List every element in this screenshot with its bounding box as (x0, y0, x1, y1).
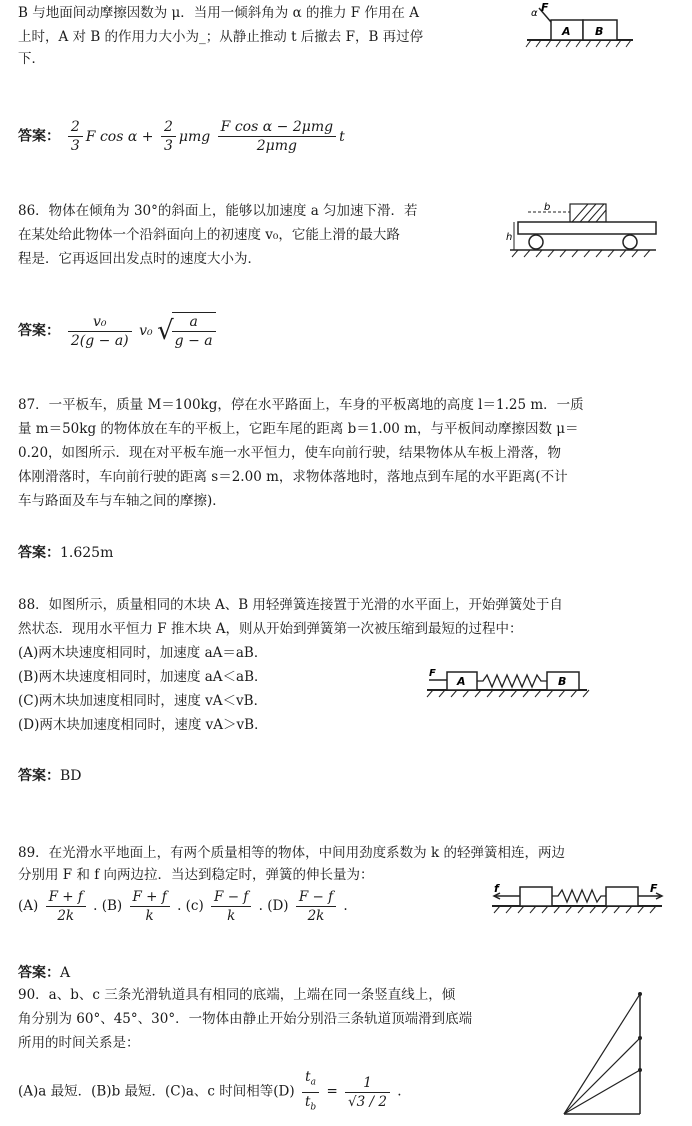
p86-diagram (508, 200, 658, 262)
fraction: $\frac{\text{v₀}}{2(g - a)}$ (68, 313, 132, 350)
answer-term: v₀ (139, 323, 153, 339)
p85-diagram (525, 2, 635, 50)
p88-option-B: (B)两木块速度相同时，加速度 aA＜aB． (18, 669, 268, 685)
option-C-fraction: $\frac{F - f}{k}$ (211, 888, 251, 925)
p86-line-2: 在某处给此物体一个沿斜面向上的初速度 v₀，它能上滑的最大路 (18, 227, 400, 243)
ratio-fraction: $\frac{t_a}{t_b}$ (302, 1068, 319, 1116)
p88-option-D: (D)两木块加速度相同时，速度 vA＞vB． (18, 717, 268, 733)
p88-fig-label-B: B (558, 675, 567, 688)
p89-fig-label-F: F (650, 882, 658, 895)
p87-line-4: 体刚滑落时，车向前行驶的距离 s＝2.00 m，求物体落地时，落地点到车尾的水平距离(不计 (18, 469, 568, 485)
p89-options (18, 888, 348, 925)
p88-option-A: (A)两木块速度相同时，加速度 aA＝aB． (18, 645, 268, 661)
answer-term: F cos α + (85, 128, 154, 145)
p86-answer (18, 312, 219, 350)
p90-options (18, 1068, 402, 1116)
p90-line-2: 角分别为 60°、45°、30°．一物体由静止开始分别沿三条轨道顶端滑到底端 (18, 1011, 473, 1027)
answer-label: 答案： (18, 128, 60, 145)
p88-line-2: 然状态．现用水平恒力 F 推木块 A，则从开始到弹簧第一次被压缩到最短的过程中： (18, 621, 523, 637)
p86-line-1: 86．物体在倾角为 30°的斜面上，能够以加速度 a 匀加速下滑．若 (18, 203, 418, 219)
p85-line-1: B 与地面间动摩擦因数为 μ．当用一倾斜角为 α 的推力 F 作用在 A (18, 5, 419, 21)
square-root: √ $\frac{a}{g - a}$ (157, 312, 219, 350)
p88-fig-label-A: A (457, 675, 466, 688)
p90-diagram (560, 990, 670, 1120)
answer-label: 答案： (18, 768, 60, 784)
option-D-label: . (D) (258, 898, 289, 914)
p85-fig-label-B: B (595, 25, 604, 38)
p89-line-1: 89．在光滑水平地面上，有两个质量相等的物体，中间用劲度系数为 k 的轻弹簧相连，两边 (18, 845, 565, 861)
p88-diagram (425, 664, 590, 700)
p86-fig-label-h: h (506, 232, 513, 243)
option-C-label: . (c) (177, 898, 204, 914)
rhs-fraction: $\frac{1}{√3 / 2}$ (345, 1074, 390, 1111)
fraction: $\frac{2}{3}$ (68, 118, 83, 155)
p85-line-3: 下． (18, 51, 45, 67)
p85-fig-label-A: A (562, 25, 571, 38)
p85-fig-label-alpha: α (531, 8, 538, 19)
p88-fig-label-F: F (429, 668, 436, 679)
p86-line-3: 程是．它再返回出发点时的速度大小为． (18, 251, 261, 267)
p85-fig-label-F: F (541, 1, 549, 14)
option-B-label: . (B) (93, 898, 123, 914)
p87-line-3: 0.20，如图所示．现在对平板车施一水平恒力，使车向前行驶，结果物体从车板上滑落，物 (18, 445, 562, 461)
p88-option-C: (C)两木块加速度相同时，速度 vA＜vB． (18, 693, 268, 709)
p89-line-2: 分别用 F 和 f 向两边拉．当达到稳定时，弹簧的伸长量为： (18, 867, 374, 883)
p90-end: . (397, 1083, 402, 1100)
fraction: $\frac{\text{F cos α − 2μmg}}{\text{2μmg}}$ (218, 118, 336, 155)
p87-line-2: 量 m＝50kg 的物体放在车的平板上，它距车尾的距离 b＝1.00 m，与平板间动摩擦因数 μ＝ (18, 421, 579, 437)
p87-answer (18, 542, 113, 562)
option-A-fraction: $\frac{F + f}{2k}$ (46, 888, 86, 925)
p90-options-text: (A)a 最短．(B)b 最短．(C)a、c 时间相等(D) (18, 1083, 295, 1100)
answer-label: 答案： (18, 965, 60, 981)
p87-line-1: 87．一平板车，质量 M＝100kg，停在水平路面上，车身的平板离地的高度 l＝1.25 m．一质 (18, 397, 584, 413)
p88-answer (18, 765, 82, 785)
equals-sign: = (326, 1083, 338, 1100)
answer-value: A (60, 965, 71, 981)
p89-answer (18, 962, 70, 982)
p90-line-1: 90．a、b、c 三条光滑轨道具有相同的底端，上端在同一条竖直线上，倾 (18, 987, 456, 1003)
option-end: . (343, 898, 348, 914)
option-B-fraction: $\frac{F + f}{k}$ (130, 888, 170, 925)
p85-line-2: 上时，A 对 B 的作用力大小为_；从静止推动 t 后撤去 F，B 再过停 (18, 29, 424, 45)
fraction: $\frac{2}{3}$ (161, 118, 176, 155)
answer-value: 1.625m (60, 545, 114, 561)
answer-label: 答案： (18, 545, 60, 561)
option-A-label: (A) (18, 898, 39, 914)
answer-value: BD (60, 768, 82, 784)
answer-term: μmg (178, 128, 211, 145)
p86-fig-label-b: b (544, 202, 551, 213)
p85-answer (18, 118, 345, 155)
p88-line-1: 88．如图所示，质量相同的木块 A、B 用轻弹簧连接置于光滑的水平面上，开始弹簧处于自 (18, 597, 563, 613)
p89-fig-label-f: f (494, 882, 499, 895)
p90-line-3: 所用的时间关系是： (18, 1035, 140, 1051)
p87-line-5: 车与路面及车与车轴之间的摩擦)． (18, 493, 226, 509)
p89-diagram (490, 878, 665, 916)
answer-term: t (339, 128, 345, 145)
option-D-fraction: $\frac{F - f}{2k}$ (296, 888, 336, 925)
answer-label: 答案： (18, 323, 60, 339)
